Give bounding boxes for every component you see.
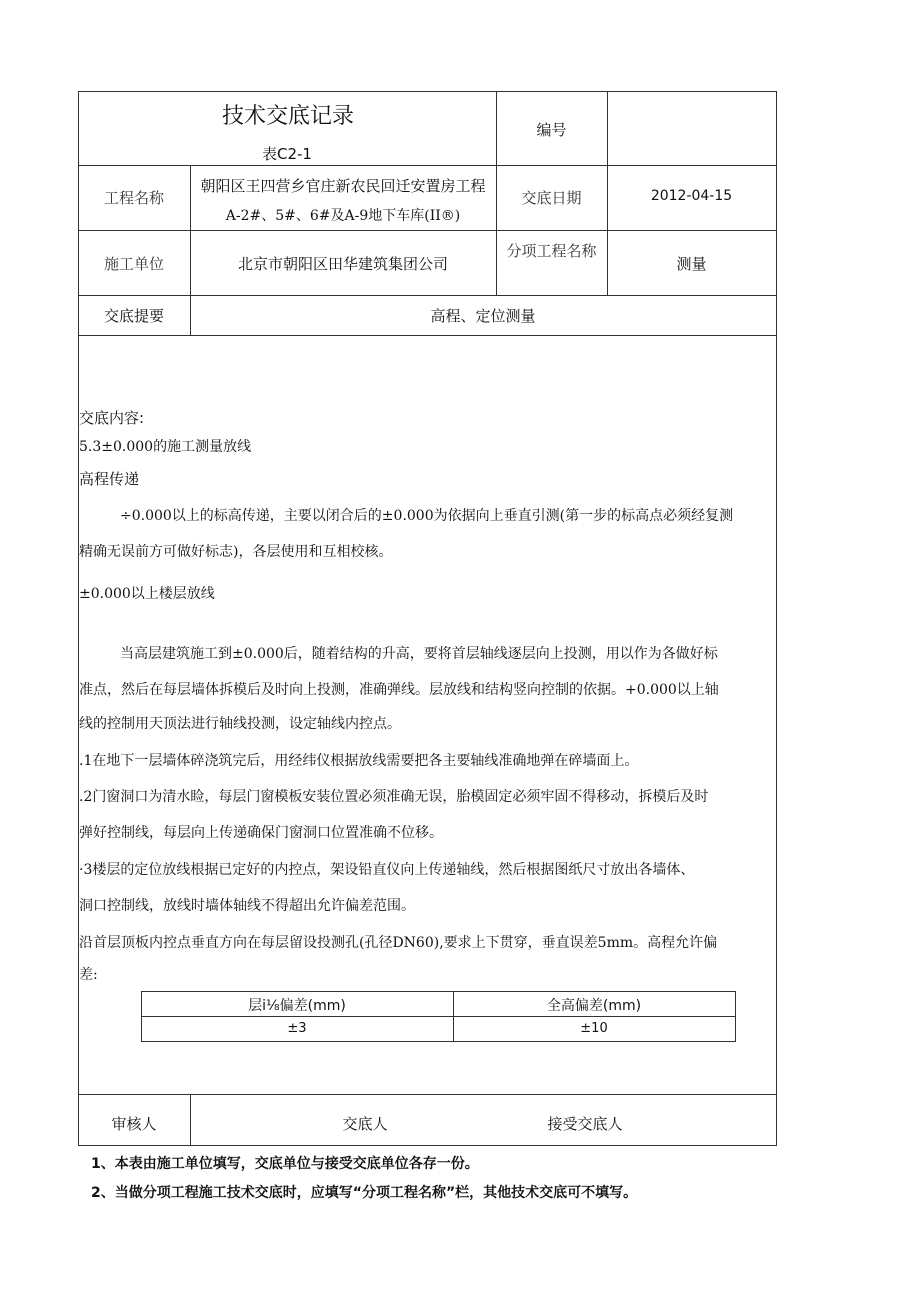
content-line: ±0.000以上楼层放线 — [79, 586, 215, 602]
tolerance-table-rule — [735, 991, 736, 1041]
table-rule — [78, 295, 777, 296]
tolerance-header-floor: 层i⅛偏差(mm) — [248, 998, 346, 1014]
content-line: 高程传递 — [79, 470, 140, 488]
form-number-code: 表C2-1 — [262, 145, 312, 163]
content-line: 弹好控制线，每层向上传递确保门窗洞口位置准确不位移。 — [79, 825, 443, 841]
subproject-name-label: 分项工程名称 — [506, 242, 597, 260]
footnote: 2、当做分项工程施工技术交底时，应填写“分项工程名称”栏，其他技术交底可不填写。 — [91, 1185, 638, 1201]
content-line: 精确无误前方可做好标志)，各层使用和互相校核。 — [79, 544, 393, 560]
content-line: 当高层建筑施工到±0.000后，随着结构的升高，要将首层轴线逐层向上投测，用以作为各做好标 — [120, 646, 718, 662]
subproject-name-value: 测量 — [676, 255, 707, 273]
project-name-label: 工程名称 — [103, 189, 164, 207]
date-value: 2012-04-15 — [650, 188, 733, 204]
content-line: ÷0.000以上的标高传递，主要以闭合后的±0.000为依据向上垂直引测(第一步的标高点必须经复测 — [120, 508, 734, 524]
table-border-right — [776, 91, 777, 1146]
tolerance-value-total: ±10 — [580, 1021, 608, 1036]
content-line: 5.3±0.000的施工测量放线 — [79, 439, 252, 455]
tolerance-table-rule — [141, 1016, 736, 1017]
content-line: 沿首层顶板内控点垂直方向在每层留设投测孔(孔径DN60),要求上下贯穿，垂直误差5mm。高程允许偏 — [79, 935, 718, 951]
table-rule — [190, 1094, 191, 1146]
content-heading: 交底内容: — [79, 409, 145, 427]
number-value-field[interactable] — [608, 119, 776, 139]
content-line: .1在地下一层墙体碎浇筑完后，用经纬仪根据放线需要把各主要轴线准确地弹在碎墙面上。 — [79, 753, 639, 769]
tolerance-value-floor: ±3 — [287, 1021, 307, 1036]
table-border-top — [78, 91, 777, 92]
table-rule — [78, 165, 777, 166]
number-label: 编号 — [536, 121, 567, 139]
form-title: 技术交底记录 — [221, 104, 354, 129]
content-line: 洞口控制线，放线时墙体轴线不得超出允许偏差范围。 — [79, 898, 415, 914]
content-line: 差: — [79, 967, 98, 983]
content-line: ·3楼层的定位放线根据已定好的内控点，架设铅直仪向上传递轴线，然后根据图纸尺寸放出各墙体、 — [79, 862, 695, 878]
content-line: .2门窗洞口为清水睑，每层门窗模板安装位置必须准确无误，胎模固定必须牢固不得移动，拆模后及时 — [79, 789, 709, 805]
presenter-label: 交底人 — [342, 1115, 388, 1133]
tolerance-table-rule — [141, 1041, 736, 1042]
content-line: 准点，然后在每层墙体拆模后及时向上投测，准确弹线。层放线和结构竖向控制的依据。+0.000以上轴 — [79, 682, 719, 698]
project-name-line1: 朝阳区王四营乡官庄新农民回迁安置房工程 — [200, 177, 486, 195]
content-line: 线的控制用天顶法进行轴线投测，设定轴线内控点。 — [79, 716, 401, 732]
table-rule — [78, 335, 777, 336]
table-rule — [78, 1094, 777, 1095]
receiver-label: 接受交底人 — [547, 1115, 623, 1133]
summary-value: 高程、定位测量 — [430, 307, 536, 325]
date-label: 交底日期 — [521, 189, 582, 207]
summary-label: 交底提要 — [103, 307, 164, 325]
tolerance-table-rule — [141, 991, 736, 992]
footnote: 1、本表由施工单位填写，交底单位与接受交底单位各存一份。 — [91, 1156, 479, 1172]
table-rule — [78, 230, 777, 231]
construction-unit-label: 施工单位 — [103, 255, 164, 273]
project-name-line2: A-2#、5#、6#及A-9地下车库(II®) — [225, 208, 461, 224]
table-border-left — [78, 91, 79, 1146]
tolerance-header-total: 全高偏差(mm) — [546, 998, 642, 1014]
table-border-bottom — [78, 1145, 777, 1146]
reviewer-label: 审核人 — [111, 1115, 157, 1133]
construction-unit-value: 北京市朝阳区田华建筑集团公司 — [237, 255, 448, 273]
